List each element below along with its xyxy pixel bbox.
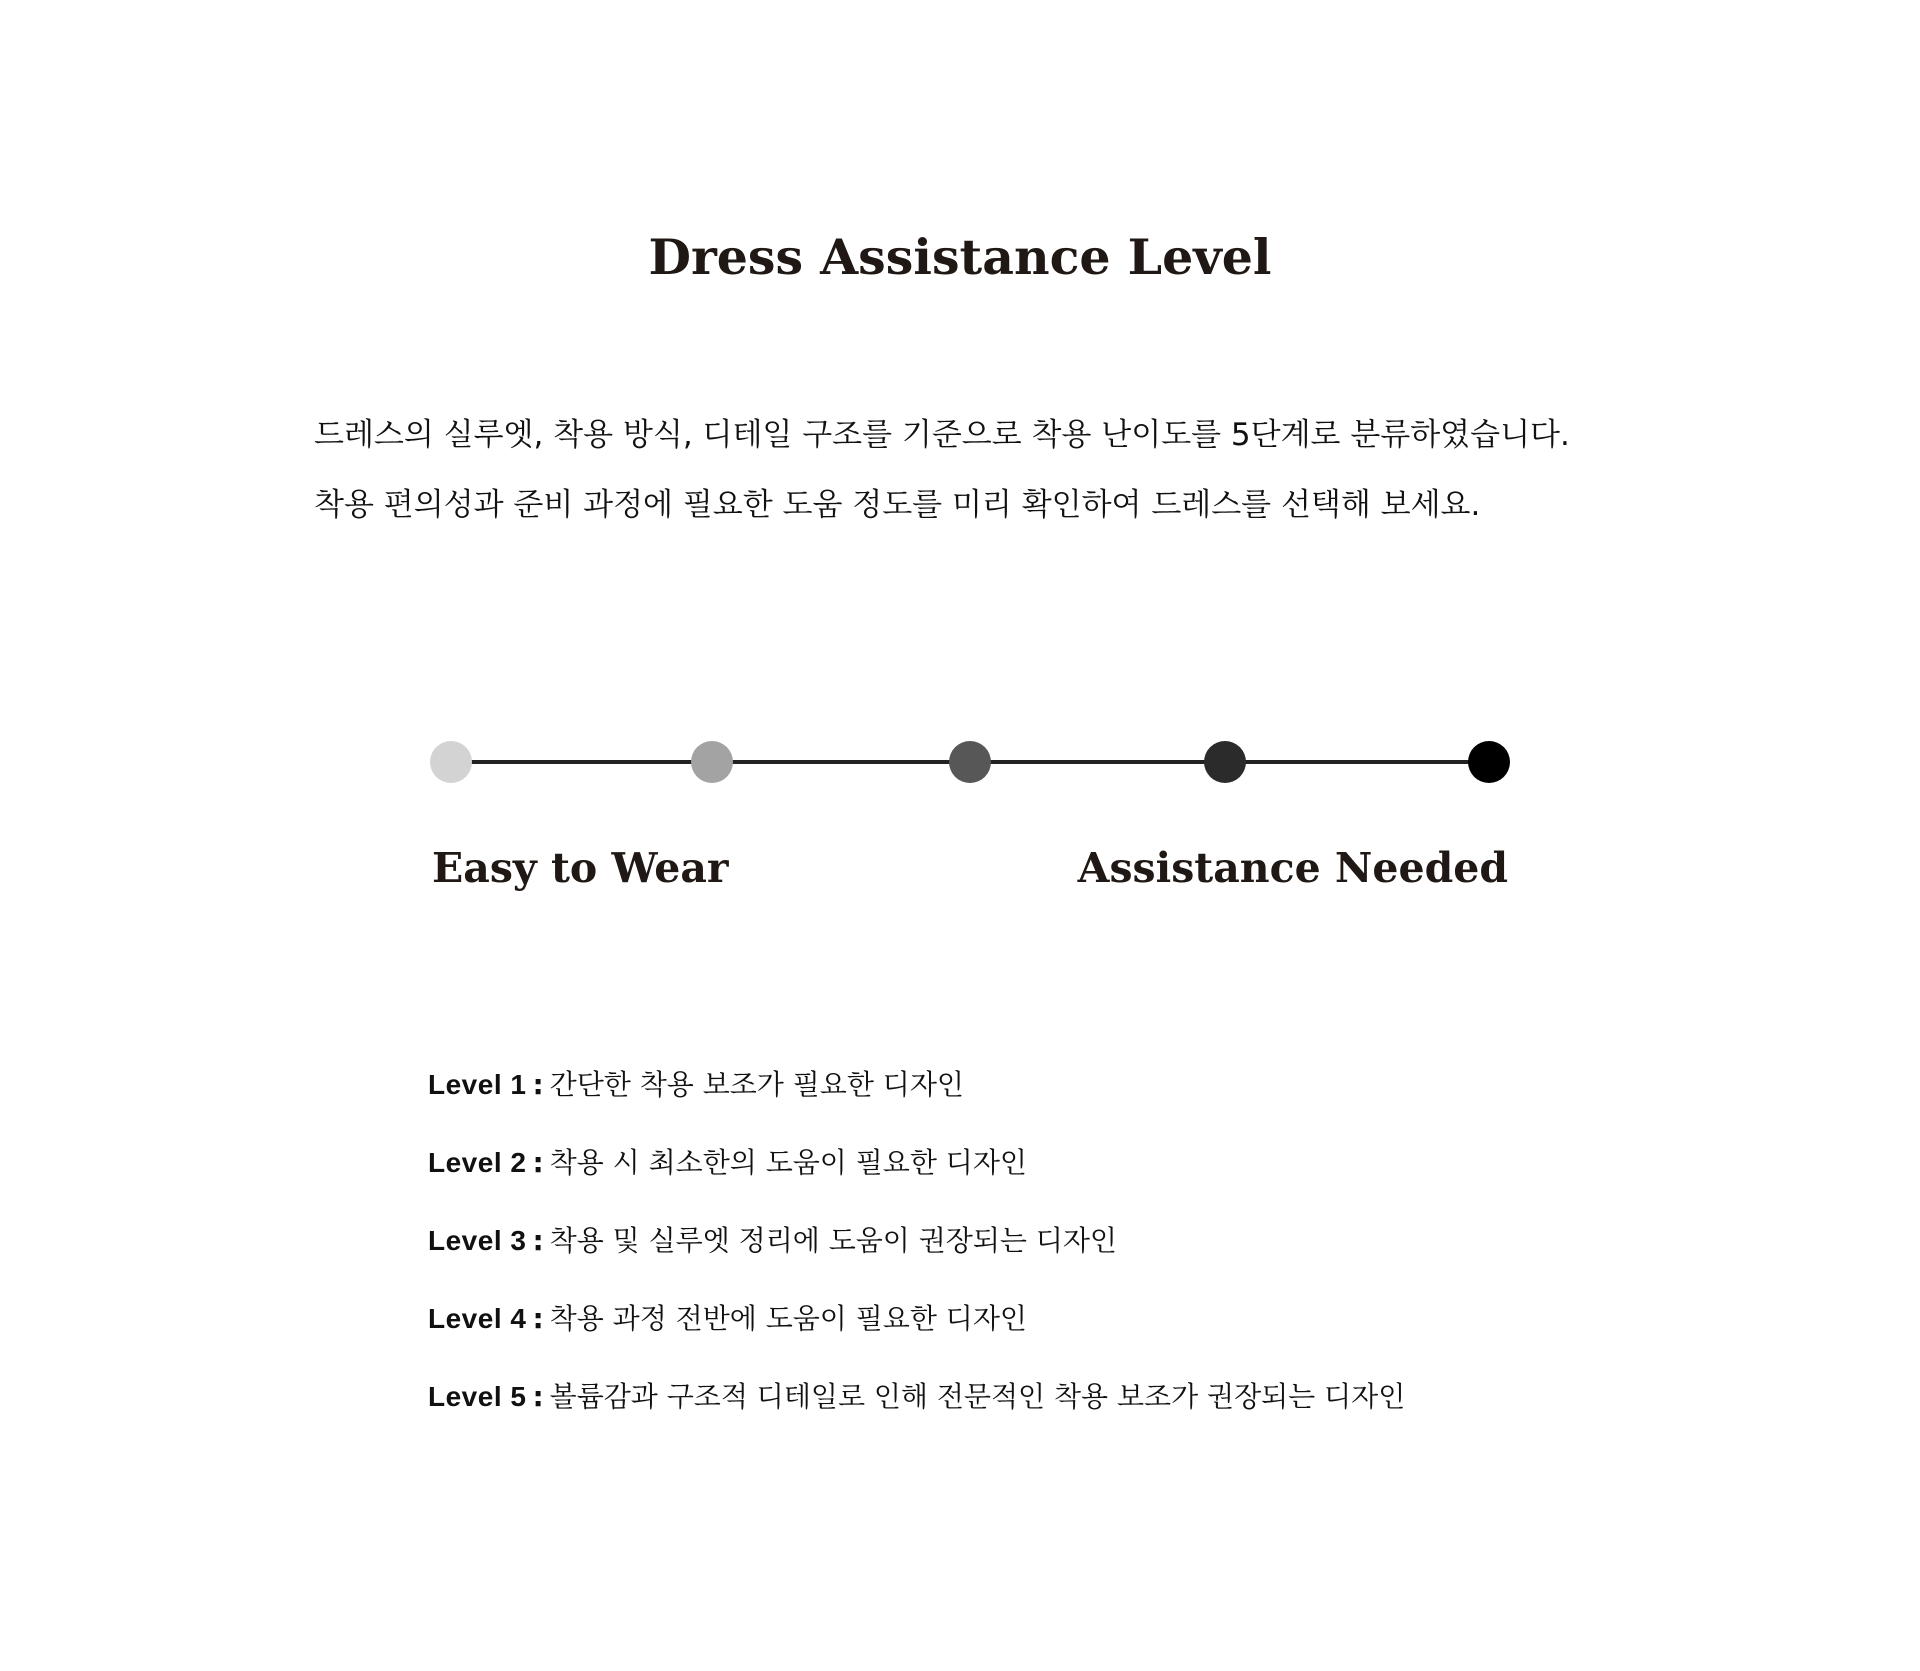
level-tag: Level 2 [428, 1147, 527, 1178]
level-description: 착용 시 최소한의 도움이 필요한 디자인 [549, 1146, 1027, 1179]
level-separator: : [532, 1146, 544, 1179]
level-tag: Level 5 [428, 1381, 527, 1412]
scale-label-assistance: Assistance Needed [1077, 844, 1508, 892]
level-separator: : [532, 1224, 544, 1257]
level-tag: Level 3 [428, 1225, 527, 1256]
intro-line-2: 착용 편의성과 준비 과정에 필요한 도움 정도를 미리 확인하여 드레스를 선택해 보세요. [314, 487, 1481, 523]
level-item-3 [428, 1216, 1405, 1294]
level-description: 볼륨감과 구조적 디테일로 인해 전문적인 착용 보조가 권장되는 디자인 [549, 1380, 1406, 1413]
level-description: 간단한 착용 보조가 필요한 디자인 [549, 1068, 964, 1101]
level-description: 착용 과정 전반에 도움이 필요한 디자인 [549, 1302, 1027, 1335]
scale-dots [430, 741, 1510, 783]
scale-dot-level-1 [430, 741, 472, 783]
level-item-1 [428, 1060, 1405, 1138]
level-separator: : [532, 1068, 544, 1101]
intro-text [314, 400, 1570, 540]
level-item-5 [428, 1372, 1405, 1450]
level-description: 착용 및 실루엣 정리에 도움이 권장되는 디자인 [549, 1224, 1117, 1257]
level-list [428, 1060, 1405, 1450]
scale-label-easy: Easy to Wear [432, 844, 729, 892]
scale-dot-level-3 [949, 741, 991, 783]
scale-dot-level-5 [1468, 741, 1510, 783]
intro-line-1: 드레스의 실루엣, 착용 방식, 디테일 구조를 기준으로 착용 난이도를 5단계로 분류하였습니다. [314, 417, 1570, 453]
level-tag: Level 1 [428, 1069, 527, 1100]
scale-dot-level-2 [691, 741, 733, 783]
level-tag: Level 4 [428, 1303, 527, 1334]
level-item-4 [428, 1294, 1405, 1372]
level-item-2 [428, 1138, 1405, 1216]
scale-dot-level-4 [1204, 741, 1246, 783]
level-separator: : [532, 1302, 544, 1335]
page-title: Dress Assistance Level [648, 228, 1272, 286]
level-separator: : [532, 1380, 544, 1413]
